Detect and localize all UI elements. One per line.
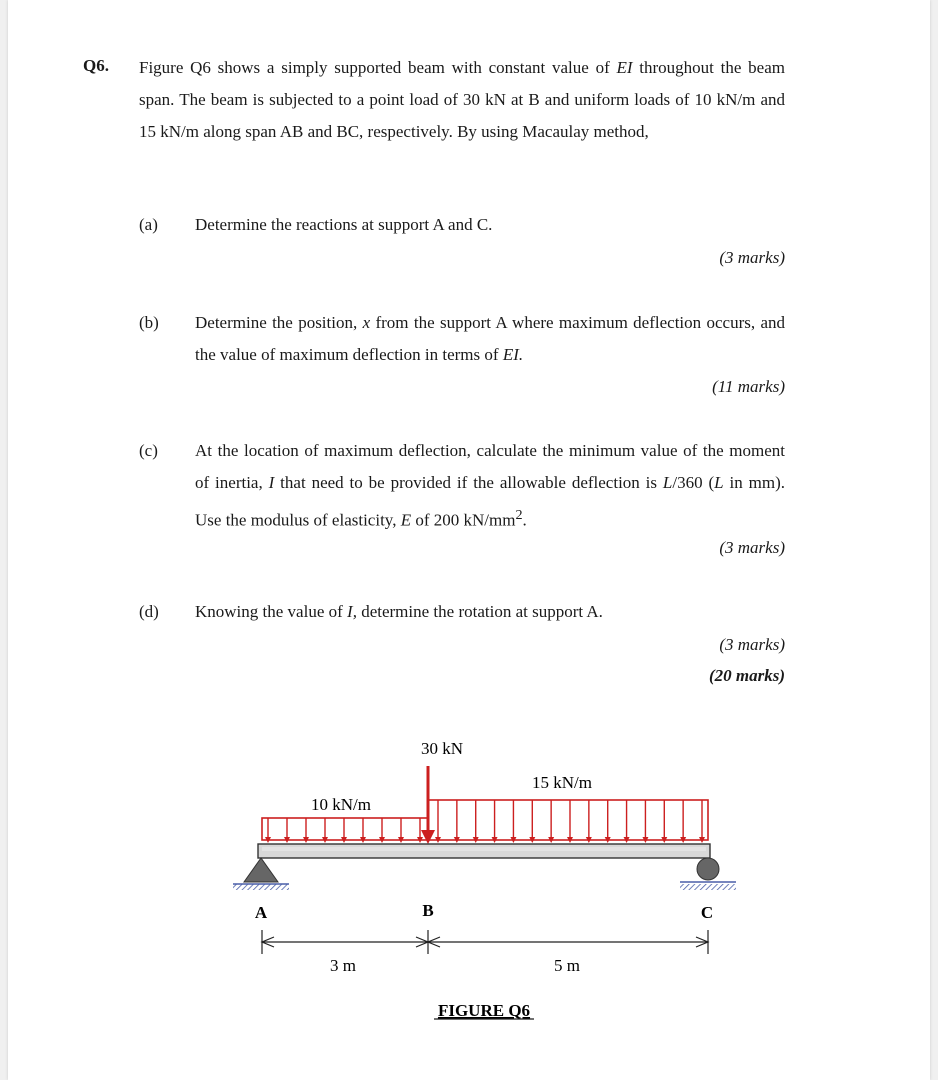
span-ab-label: 3 m <box>330 956 356 975</box>
point-load-arrow <box>421 766 435 844</box>
intro-text-2: throughout the beam span. The beam is subjected to a point load of 30 kN at B and uniform loads of 10 kN/m and 15 kN/m along span AB and BC, respectively. By using Macaulay method, <box>139 58 785 141</box>
part-b-marks: (11 marks) <box>712 377 785 396</box>
part-a-marks: (3 marks) <box>719 248 785 267</box>
total-marks: (20 marks) <box>708 666 785 685</box>
var-e: E <box>400 510 412 530</box>
var-i: I <box>268 473 275 492</box>
part-c-marks: (3 marks) <box>719 538 785 557</box>
part-a-label: (a) <box>139 215 158 234</box>
question-number: Q6. <box>83 56 109 75</box>
part-a-text: Determine the reactions at support A and C. <box>195 215 493 234</box>
part-c-text: At the location of maximum deflection, calculate the minimum value of the moment of inertia, I that need to be provided if the allowable deflection is L/360 (L in mm). Use the modulus of elasticity, E of 200 $kN/mm^2$. <box>195 441 785 530</box>
dimension-line <box>262 930 708 954</box>
part-d-text: Knowing the value of I, determine the rotation at support A. <box>195 602 603 621</box>
label-c: C <box>700 903 714 922</box>
udl-ab-label: 10 kN/m <box>311 795 371 814</box>
part-b-label: (b) <box>139 313 159 332</box>
roller-support-c <box>680 858 736 890</box>
intro-ei: EI <box>616 58 633 77</box>
udl-bc <box>428 800 708 843</box>
var-l: L <box>662 473 673 492</box>
udl-bc-label: 15 kN/m <box>532 773 592 792</box>
var-l-2: L <box>714 473 724 492</box>
var-x: x <box>362 313 371 332</box>
part-c-label: (c) <box>139 441 158 460</box>
superscript-2: 2 <box>515 507 523 523</box>
pin-support-a <box>233 858 289 890</box>
part-d-label: (d) <box>139 602 159 621</box>
label-b: B <box>422 901 434 920</box>
var-i-d: I, <box>347 602 357 621</box>
intro-text-1: Figure Q6 shows a simply supported beam with constant value of <box>139 58 617 77</box>
part-b-text: Determine the position, x from the support A where maximum deflection occurs, and the value of maximum deflection in terms of EI. <box>195 313 785 364</box>
point-load-label: 30 kN <box>420 739 464 758</box>
var-ei: EI. <box>502 345 524 364</box>
label-a: A <box>254 903 268 922</box>
udl-ab <box>262 818 428 843</box>
span-bc-label: 5 m <box>554 956 580 975</box>
part-d-marks: (3 marks) <box>719 635 785 654</box>
figure-caption: FIGURE Q6 <box>437 1001 531 1020</box>
